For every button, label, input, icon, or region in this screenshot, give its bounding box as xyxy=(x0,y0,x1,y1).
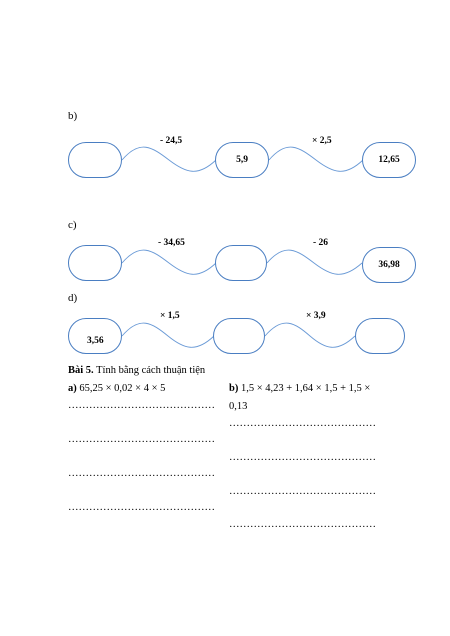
bai5-title xyxy=(68,364,205,377)
part-b-box-1[interactable] xyxy=(68,142,122,178)
answer-line-a-2[interactable]: …………………………………… xyxy=(68,434,215,445)
bai5-a-expr: 65,25 × 0,02 × 4 × 5 xyxy=(76,383,166,394)
answer-line-b-3[interactable]: …………………………………… xyxy=(229,486,376,497)
part-c-box-2[interactable] xyxy=(215,245,267,281)
part-c-box-1[interactable] xyxy=(68,245,122,281)
part-d-wave-1 xyxy=(122,321,214,351)
part-b-op-1: - 24,5 xyxy=(160,136,183,146)
part-b-wave-1 xyxy=(122,145,216,175)
bai5-title-rest: Tính bằng cách thuận tiện xyxy=(93,365,206,376)
part-b-box-2[interactable]: 5,9 xyxy=(215,142,269,178)
answer-line-a-4[interactable]: …………………………………… xyxy=(68,502,215,513)
part-b-box-3[interactable]: 12,65 xyxy=(362,142,416,178)
part-c-op-1: - 34,65 xyxy=(158,238,185,248)
part-c-op-2: - 26 xyxy=(313,238,329,248)
answer-line-a-1[interactable]: …………………………………… xyxy=(68,400,215,411)
part-b-label: b) xyxy=(68,110,78,122)
answer-line-b-1[interactable]: …………………………………… xyxy=(229,418,376,429)
bai5-title-bold: Bài 5. xyxy=(68,365,94,376)
bai5-b-expr-line1: 1,5 × 4,23 + 1,64 × 1,5 + 1,5 × xyxy=(238,383,371,394)
bai5-a-label: a) xyxy=(68,383,77,394)
bai5-a-expression xyxy=(68,382,165,395)
part-d-box-2[interactable] xyxy=(213,318,265,354)
bai5-b-expression xyxy=(229,382,370,395)
part-d-op-2: × 3,9 xyxy=(306,311,326,321)
answer-line-b-4[interactable]: …………………………………… xyxy=(229,519,376,530)
bai5-b-label: b) xyxy=(229,383,239,394)
bai5-b-expr-line2: 0,13 xyxy=(229,401,248,412)
part-d-box-1[interactable]: 3,56 xyxy=(68,318,122,354)
part-d-box-3[interactable] xyxy=(355,318,405,354)
part-c-label: c) xyxy=(68,219,77,231)
answer-line-b-2[interactable]: …………………………………… xyxy=(229,452,376,463)
part-c-wave-1 xyxy=(122,248,216,278)
answer-line-a-3[interactable]: …………………………………… xyxy=(68,468,215,479)
part-b-wave-2 xyxy=(269,145,363,175)
part-b-op-2: × 2,5 xyxy=(312,136,332,146)
part-d-wave-2 xyxy=(265,321,355,351)
part-d-label: d) xyxy=(68,292,78,304)
part-c-wave-2 xyxy=(267,248,362,278)
part-c-box-3[interactable]: 36,98 xyxy=(362,247,416,283)
part-d-op-1: × 1,5 xyxy=(160,311,180,321)
